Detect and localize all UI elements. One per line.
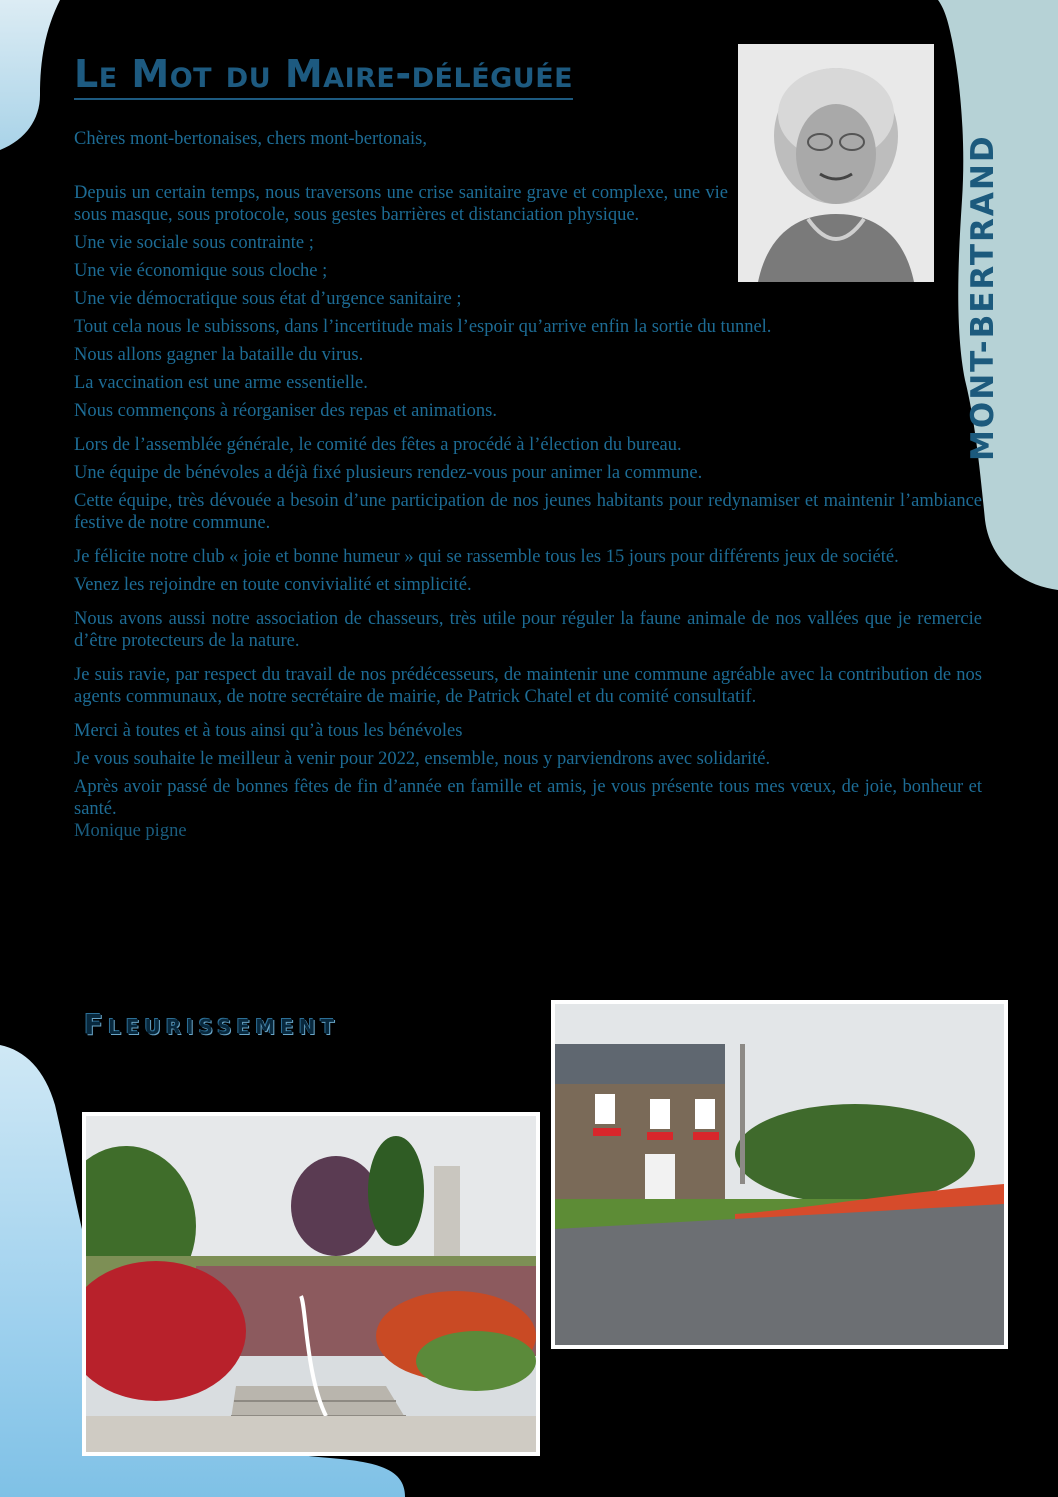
letter-paragraph: Venez les rejoindre en toute convivialité et simplicité. <box>74 575 472 595</box>
letter-line: Une vie économique sous cloche ; <box>74 261 328 281</box>
letter-paragraph: Cette équipe, très dévouée a besoin d’une participation de nos jeunes habitants pour redynamiser et maintenir l’ambiance festive de notre commune. <box>74 491 982 533</box>
mairie-building-photo <box>551 1000 1008 1349</box>
letter-paragraph: Une équipe de bénévoles a déjà fixé plusieurs rendez-vous pour animer la commune. <box>74 463 703 483</box>
page-title: Le Mot du Maire-déléguée <box>74 52 573 100</box>
letter-paragraph: Je suis ravie, par respect du travail de nos prédécesseurs, de maintenir une commune agréable avec la contribution de nos agents communaux, de notre secrétaire de mairie, de Patrick Chatel et du comité consultatif. <box>74 665 982 707</box>
letter-line: Nous commençons à réorganiser des repas et animations. <box>74 401 497 421</box>
letter-line: La vaccination est une arme essentielle. <box>74 373 368 393</box>
mayor-letter <box>74 128 982 842</box>
letter-paragraph: Nous avons aussi notre association de chasseurs, très utile pour réguler la faune animale de nos vallées que je remercie d’être protecteurs de la nature. <box>74 609 982 651</box>
letter-paragraph: Je félicite notre club « joie et bonne humeur » qui se rassemble tous les 15 jours pour différents jeux de société. <box>74 547 899 567</box>
monument-flower-photo <box>82 1112 540 1456</box>
letter-paragraph: Je vous souhaite le meilleur à venir pour 2022, ensemble, nous y parviendrons avec solidarité. <box>74 749 771 769</box>
letter-greeting: Chères mont-bertonaises, chers mont-bertonais, <box>74 129 427 149</box>
letter-paragraph: Lors de l’assemblée générale, le comité des fêtes a procédé à l’élection du bureau. <box>74 435 682 455</box>
letter-paragraph: Depuis un certain temps, nous traversons une crise sanitaire grave et complexe, une vie sous masque, sous protocole, sous gestes barrières et distanciation physique. <box>74 183 728 225</box>
letter-signature: Monique pigne <box>74 821 187 841</box>
letter-line: Tout cela nous le subissons, dans l’incertitude mais l’espoir qu’arrive enfin la sortie du tunnel. <box>74 317 772 337</box>
letter-paragraph: Après avoir passé de bonnes fêtes de fin d’année en famille et amis, je vous présente tous mes vœux, de joie, bonheur et santé. <box>74 777 982 819</box>
section-title-fleurissement: Fleurissement <box>84 1008 340 1041</box>
letter-line: Une vie démocratique sous état d’urgence sanitaire ; <box>74 289 462 309</box>
letter-paragraph: Merci à toutes et à tous ainsi qu’à tous les bénévoles <box>74 721 463 741</box>
commune-name-label: MONT-BERTRAND <box>965 134 1001 462</box>
letter-line: Une vie sociale sous contrainte ; <box>74 233 314 253</box>
letter-line: Nous allons gagner la bataille du virus. <box>74 345 364 365</box>
